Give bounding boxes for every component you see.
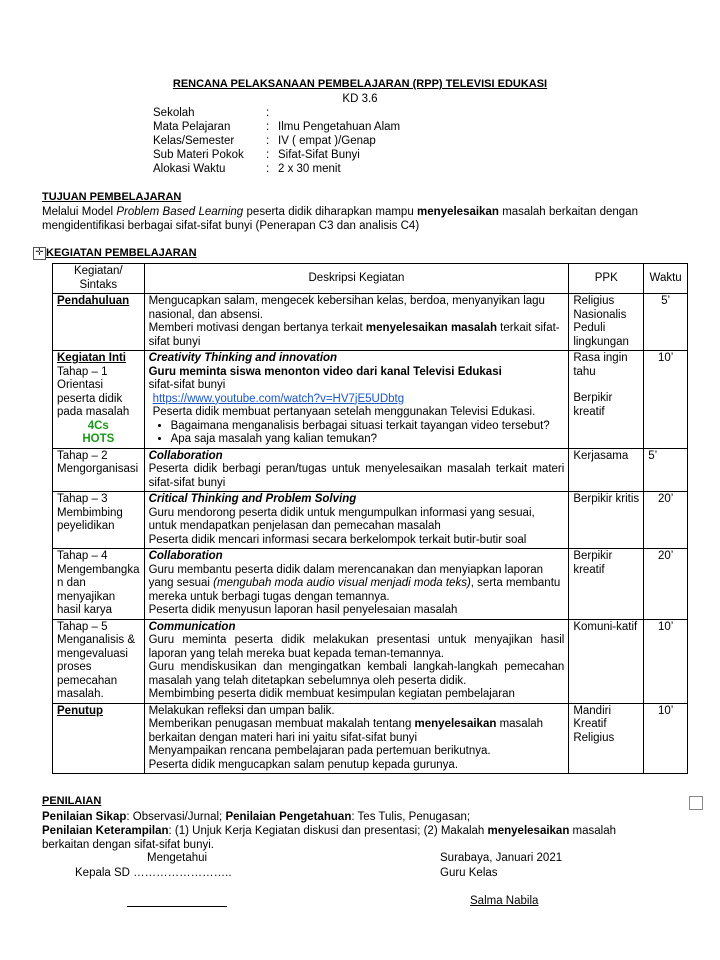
- header-deskripsi: Deskripsi Kegiatan: [144, 264, 569, 294]
- penilaian-keterampilan-line: Penilaian Keterampilan: (1) Unjuk Kerja Kegiatan diskusi dan presentasi; (2) Makalah menyelesaikan masalah berkaitan dengan sifat-sifat bunyi.: [42, 825, 617, 851]
- deskripsi-tahap-1: Creativity Thinking and innovation Guru meminta siswa menonton video dari kanal Televisi Edukasi sifat-sifat bunyi https://www.youtube.com/watch?v=HV7jE5UDbtg Peserta didik membuat pertanyaan setelah menggunakan Televisi Edukasi. • Bagaimana menganalisis berbagai situasi terkait tayangan video tersebut? • Apa saja masalah yang kalian temukan?: [144, 351, 569, 449]
- waktu-tahap-5: 10’: [644, 619, 688, 703]
- header-ppk: PPK: [569, 264, 644, 294]
- ppk-tahap-3: Berpikir kritis: [569, 492, 644, 549]
- identity-row-waktu: Alokasi Waktu : 2 x 30 menit: [153, 163, 341, 175]
- identity-row-materi: Sub Materi Pokok : Sifat-Sifat Bunyi: [153, 149, 360, 161]
- table-row-pendahuluan: [53, 294, 688, 351]
- identity-row-mapel: Mata Pelajaran : Ilmu Pengetahuan Alam: [153, 121, 401, 133]
- table-row-tahap-2: [53, 448, 688, 492]
- header-waktu: Waktu: [644, 264, 688, 294]
- ppk-tahap-5: Komuni-katif: [569, 619, 644, 703]
- waktu-tahap-4: 20’: [644, 549, 688, 620]
- table-row-tahap-3: [53, 492, 688, 549]
- deskripsi-penutup: Melakukan refleksi dan umpan balik. Memberikan penugasan membuat makalah tentang menyelesaikan masalah berkaitan dengan materi hari ini yaitu sifat-sifat bunyi Menyampaikan rencana pembelajaran pada pertemuan berikutnya. Peserta didik mengucapkan salam penutup kepada gurunya.: [144, 703, 569, 774]
- ppk-tahap-4: Berpikir kreatif: [569, 549, 644, 620]
- kegiatan-table: [52, 263, 688, 774]
- ppk-penutup: Mandiri Kreatif Religius: [569, 703, 644, 774]
- tujuan-paragraph: Melalui Model Problem Based Learning peserta didik diharapkan mampu menyelesaikan masalah berkaitan dengan mengidentifikasi berbagai sifat-sifat bunyi (Penerapan C3 dan analisis C4): [42, 206, 638, 232]
- list-item: • Apa saja masalah yang kalian temukan?: [171, 433, 565, 447]
- guru-kelas-label: Guru Kelas: [440, 867, 498, 879]
- paragraph-marker-box: [689, 796, 703, 810]
- table-header-row: [53, 264, 688, 294]
- tag-4cs: 4Cs: [87, 419, 109, 432]
- ppk-tahap-1: Rasa ingin tahu Berpikir kreatif: [569, 351, 644, 449]
- penilaian-heading: PENILAIAN: [42, 795, 102, 807]
- question-list: [149, 420, 565, 447]
- sintaks-penutup: Penutup: [53, 703, 145, 774]
- sintaks-tahap-3: Tahap – 3 Membimbing peyelidikan: [53, 492, 145, 549]
- waktu-tahap-3: 20’: [644, 492, 688, 549]
- deskripsi-tahap-4: Collaboration Guru membantu peserta didik dalam merencanakan dan menyiapkan laporan yang sesuai (mengubah moda audio visual menjadi moda teks), serta membantu mereka untuk berbagi tugas dengan temannya. Peserta didik menyusun laporan hasil penyelesaian masalah: [144, 549, 569, 620]
- deskripsi-pendahuluan: Mengucapkan salam, mengecek kebersihan kelas, berdoa, menyanyikan lagu nasional, dan absensi. Memberi motivasi dengan bertanya terkait menyelesaikan masalah terkait sifat-sifat bunyi: [144, 294, 569, 351]
- table-row-tahap-1: [53, 351, 688, 449]
- table-row-penutup: [53, 703, 688, 774]
- kd-label: KD 3.6: [342, 93, 378, 105]
- guru-name: Salma Nabila: [470, 895, 539, 907]
- list-item: • Bagaimana menganalisis berbagai situasi terkait tayangan video tersebut?: [171, 420, 565, 434]
- kegiatan-heading: KEGIATAN PEMBELAJARAN: [46, 247, 197, 259]
- waktu-tahap-1: 10’: [644, 351, 688, 449]
- ppk-tahap-2: Kerjasama: [569, 448, 644, 492]
- youtube-link[interactable]: https://www.youtube.com/watch?v=HV7jE5UDbtg: [152, 392, 405, 405]
- waktu-penutup: 10’: [644, 703, 688, 774]
- penilaian-sikap-line: Penilaian Sikap: Observasi/Jurnal; Penilaian Pengetahuan: Tes Tulis, Penugasan;: [42, 811, 471, 823]
- deskripsi-tahap-3: Critical Thinking and Problem Solving Guru mendorong peserta didik untuk mengumpulkan informasi yang sesuai, untuk mendapatkan penjelasan dan pemecahan masalah Peserta didik mencari informasi secara berkelompok terkait butir-butir soal: [144, 492, 569, 549]
- sintaks-tahap-2: Tahap – 2 Mengorganisasi: [53, 448, 145, 492]
- sintaks-tahap-1: Kegiatan Inti Tahap – 1 Orientasi peserta didik pada masalah 4Cs HOTS: [53, 351, 145, 449]
- waktu-pendahuluan: 5’: [644, 294, 688, 351]
- deskripsi-tahap-5: Communication Guru meminta peserta didik melakukan presentasi untuk menyajikan hasil laporan yang telah mereka buat kepada teman-temannya. Guru mendiskusikan dan mengingatkan kembali langkah-langkah pemecahan masalah yang telah ditetapkan sebelumnya oleh peserta didik. Membimbing peserta didik membuat kesimpulan kegiatan pembelajaran: [144, 619, 569, 703]
- mengetahui-label: Mengetahui: [147, 852, 208, 864]
- identity-row-sekolah: Sekolah :: [153, 107, 270, 119]
- table-row-tahap-4: [53, 549, 688, 620]
- sintaks-tahap-5: Tahap – 5 Menganalisis & mengevaluasi proses pemecahan masalah.: [53, 619, 145, 703]
- tag-hots: HOTS: [82, 433, 115, 445]
- ppk-pendahuluan: Religius Nasionalis Peduli lingkungan: [569, 294, 644, 351]
- header-sintaks: Kegiatan/ Sintaks: [53, 264, 145, 294]
- deskripsi-tahap-2: Collaboration Peserta didik berbagi peran/tugas untuk menyelesaikan masalah terkait materi sifat-sifat bunyi: [144, 448, 569, 492]
- identity-row-kelas: Kelas/Semester : IV ( empat )/Genap: [153, 135, 376, 147]
- tujuan-heading: TUJUAN PEMBELAJARAN: [42, 191, 182, 203]
- sintaks-tahap-4: Tahap – 4 Mengembangka n dan menyajikan hasil karya: [53, 549, 145, 620]
- table-move-handle[interactable]: ✛: [33, 247, 46, 260]
- place-date: Surabaya, Januari 2021: [440, 852, 563, 864]
- waktu-tahap-2: 5’: [644, 448, 688, 492]
- sintaks-pendahuluan: Pendahuluan: [53, 294, 145, 351]
- kepala-signature-line: [127, 906, 227, 907]
- kepala-sd-label: Kepala SD ……………………..: [75, 867, 232, 879]
- table-row-tahap-5: [53, 619, 688, 703]
- document-title: RENCANA PELAKSANAAN PEMBELAJARAN (RPP) TELEVISI EDUKASI: [172, 78, 548, 90]
